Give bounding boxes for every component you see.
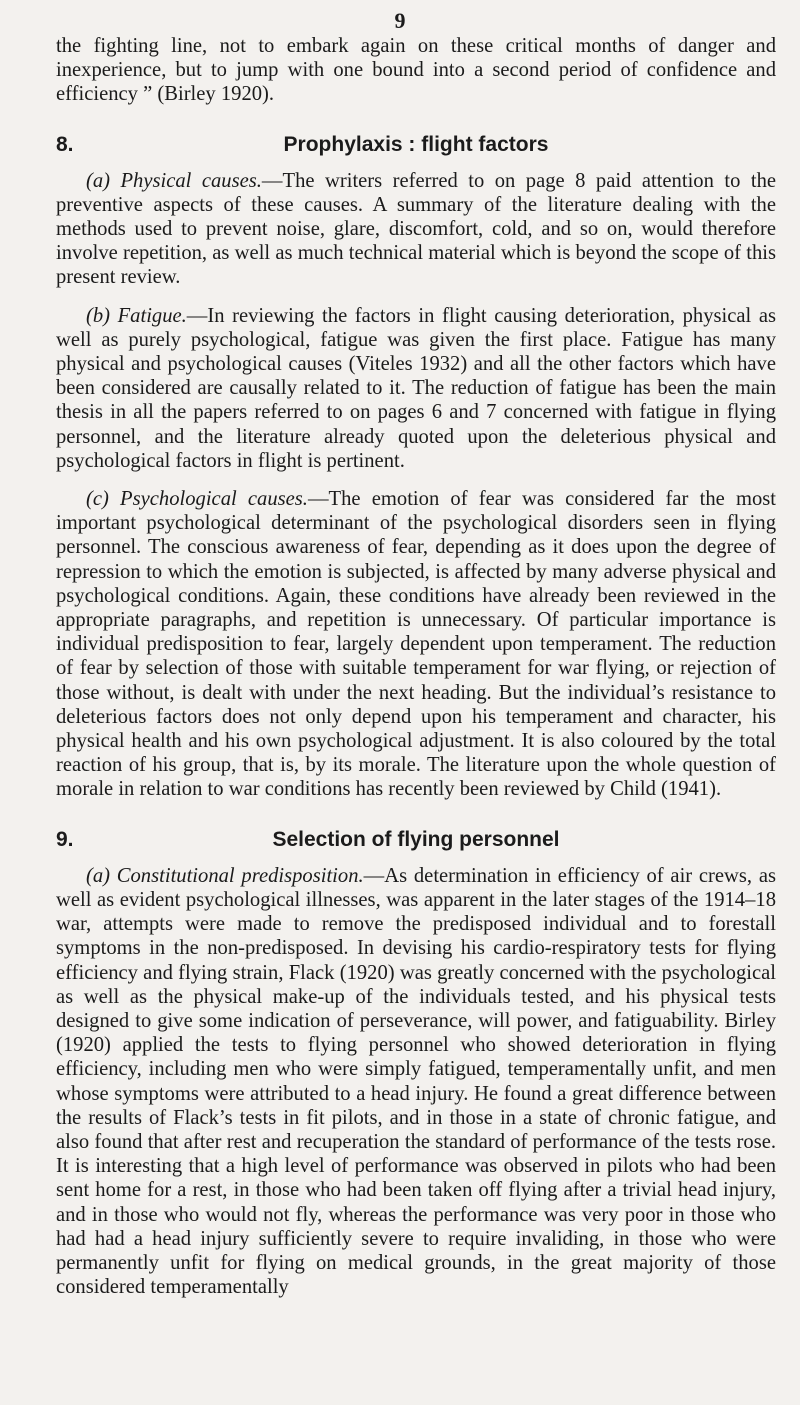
paragraph-9a (56, 864, 776, 1300)
paragraph-8c-text: —The emotion of fear was considered far the most important psychological determinant of the psychological disorders seen in flying personnel. The conscious awareness of fear, depending as it does upon the degree of repression to which the emotion is subjected, is affected by many adverse physical and psychological conditions. Again, these conditions have already been reviewed in the appropriate paragraphs, and repetition is unnecessary. Of particular importance is individual predisposition to fear, largely dependent upon temperament. The reduction of fear by selection of those with suitable temperament for war flying, or rejection of those without, is dealt with under the next heading. But the individual’s resistance to deleterious factors does not only depend upon his temperament and character, his physical health and his own psychological adjustment. It is also coloured by the total reaction of his group, that is, by its morale. The literature upon the whole question of morale in relation to war conditions has recently been reviewed by Child (1941). (56, 488, 776, 801)
continuation-paragraph: the fighting line, not to embark again on these critical months of danger and inexperience, but to jump with one bound into a second period of confidence and efficiency ” (Birley 1920). (56, 35, 776, 106)
page-number: 9 (394, 8, 406, 33)
paragraph-8b (56, 304, 776, 473)
paragraph-9a-text: —As determination in efficiency of air crews, as well as evident psychological illnesses, was apparent in the later stages of the 1914–18 war, attempts were made to remove the predisposed individual and to forestall symptoms in the non-predisposed. In devising his cardio-respiratory tests for flying efficiency and flying strain, Flack (1920) was greatly concerned with the psychological as well as the physical make-up of the individuals tested, and his physical tests designed to give some indication of perseverance, will power, and fatiguability. Birley (1920) applied the tests to flying personnel who showed deterioration in flying efficiency, including men who were simply fatigued, temperamentally unfit, and men whose symptoms were attributed to a head injury. He found a great difference between the results of Flack’s tests in fit pilots, and in those in a state of chronic fatigue, and also found that after rest and recuperation the standard of performance of the tests rose. It is interesting that a high level of performance was observed in pilots who had been sent home for a rest, in those who had been taken off flying after a trivial head injury, and in those who would not fly, whereas the performance was very poor in those who had had a head injury sufficiently severe to require invaliding, in those who were permanently unfit for flying on medical grounds, in the great majority of those considered temperamentally (56, 864, 776, 1299)
paragraph-8a-label: (a) Physical causes. (86, 169, 262, 192)
paragraph-8a-text: —The writers referred to on page 8 paid attention to the preventive aspects of these causes. A summary of the literature dealing with the methods used to prevent noise, glare, discomfort, cold, and so on, would therefore involve repetition, as well as much technical material which is beyond the scope of this present review. (56, 169, 777, 289)
paragraph-8c-label: (c) Psychological causes. (86, 488, 308, 511)
section-8-heading (56, 133, 776, 163)
paragraph-8c (56, 487, 776, 802)
section-9-heading (56, 828, 776, 858)
section-9-title: Selection of flying personnel (272, 827, 560, 851)
paragraph-8b-text: —In reviewing the factors in flight causing deterioration, physical as well as purely psychological, fatigue was given the first place. Fatigue has many physical and psychological causes (Viteles 1932) and all the other factors which have been considered are causally related to it. The reduction of fatigue has been the main thesis in all the papers referred to on pages 6 and 7 concerned with fatigue in flying personnel, and the literature already quoted upon the deleterious physical and psychological factors in flight is pertinent. (56, 304, 776, 472)
paragraph-9a-label: (a) Constitutional predisposition. (86, 864, 364, 887)
paragraph-8b-label: (b) Fatigue. (86, 304, 187, 327)
text-column (56, 34, 776, 1299)
section-8-title: Prophylaxis : flight factors (283, 132, 549, 156)
section-9-number: 9. (56, 827, 74, 851)
section-8-number: 8. (56, 132, 74, 156)
paragraph-8a (56, 169, 776, 290)
